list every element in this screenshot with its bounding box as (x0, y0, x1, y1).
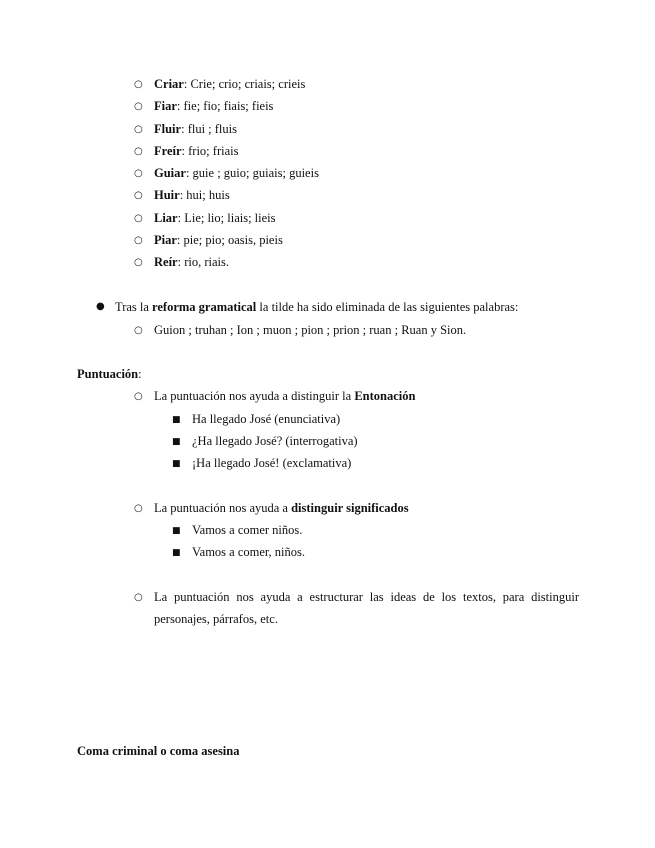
intro-text: La puntuación nos ayuda a distinguir la (154, 389, 355, 403)
verb-term: Liar (154, 211, 178, 225)
verb-forms: : flui ; fluis (181, 122, 237, 136)
hollow-bullet-icon: ○ (134, 168, 143, 179)
hollow-bullet-icon: ○ (134, 592, 143, 603)
section-heading-puntuacion (77, 366, 142, 382)
intro-text: La puntuación nos ayuda a (154, 501, 292, 515)
intro-paragraph: La puntuación nos ayuda a estructurar las ideas de los textos, para distinguir personajes, párrafos, etc. (154, 590, 579, 626)
hollow-bullet-icon: ○ (134, 146, 143, 157)
verb-term: Fluir (154, 122, 182, 136)
verb-term: Guiar (154, 166, 186, 180)
square-bullet-icon: ■ (172, 437, 181, 447)
verb-term: Freír (154, 144, 182, 158)
reform-prefix: Tras la (115, 300, 153, 314)
list-item (134, 586, 579, 630)
hollow-bullet-icon: ○ (134, 257, 143, 268)
filled-bullet-icon: ● (96, 301, 105, 312)
verb-term: Fiar (154, 99, 177, 113)
example-text: ¿Ha llegado José? (interrogativa) (192, 434, 358, 448)
verb-forms: : guie ; guio; guiais; guieis (185, 166, 319, 180)
example-text: ¡Ha llegado José! (exclamativa) (192, 456, 352, 470)
reform-bold: reforma gramatical (152, 300, 257, 314)
section-heading-coma: Coma criminal o coma asesina (77, 744, 240, 758)
square-bullet-icon: ■ (172, 415, 181, 425)
verb-forms: : fie; fio; fiais; fieis (176, 99, 274, 113)
hollow-bullet-icon: ○ (134, 213, 143, 224)
verb-forms: : rio, riais. (177, 255, 229, 269)
heading-colon: : (138, 367, 142, 381)
verb-term: Reír (154, 255, 178, 269)
verb-forms: : frio; friais (181, 144, 239, 158)
hollow-bullet-icon: ○ (134, 101, 143, 112)
verb-term: Huir (154, 188, 180, 202)
square-bullet-icon: ■ (172, 548, 181, 558)
square-bullet-icon: ■ (172, 459, 181, 469)
hollow-bullet-icon: ○ (134, 503, 143, 514)
verb-forms: : Crie; crio; criais; crieis (183, 77, 306, 91)
hollow-bullet-icon: ○ (134, 235, 143, 246)
hollow-bullet-icon: ○ (134, 79, 143, 90)
intro-bold: distinguir significados (291, 501, 409, 515)
example-text: Vamos a comer, niños. (192, 545, 306, 559)
verb-forms: : pie; pio; oasis, pieis (176, 233, 283, 247)
reform-words: Guion ; truhan ; Ion ; muon ; pion ; prion ; ruan ; Ruan y Sion. (154, 323, 467, 337)
verb-forms: : hui; huis (179, 188, 230, 202)
example-text: Ha llegado José (enunciativa) (192, 412, 341, 426)
verb-term: Piar (154, 233, 177, 247)
verb-term: Criar (154, 77, 184, 91)
hollow-bullet-icon: ○ (134, 325, 143, 336)
heading-text: Puntuación (77, 367, 139, 381)
reform-suffix: la tilde ha sido eliminada de las siguientes palabras: (256, 300, 519, 314)
hollow-bullet-icon: ○ (134, 124, 143, 135)
hollow-bullet-icon: ○ (134, 391, 143, 402)
example-text: Vamos a comer niños. (192, 523, 303, 537)
square-bullet-icon: ■ (172, 526, 181, 536)
intro-bold: Entonación (354, 389, 416, 403)
verb-forms: : Lie; lio; liais; lieis (177, 211, 276, 225)
hollow-bullet-icon: ○ (134, 190, 143, 201)
